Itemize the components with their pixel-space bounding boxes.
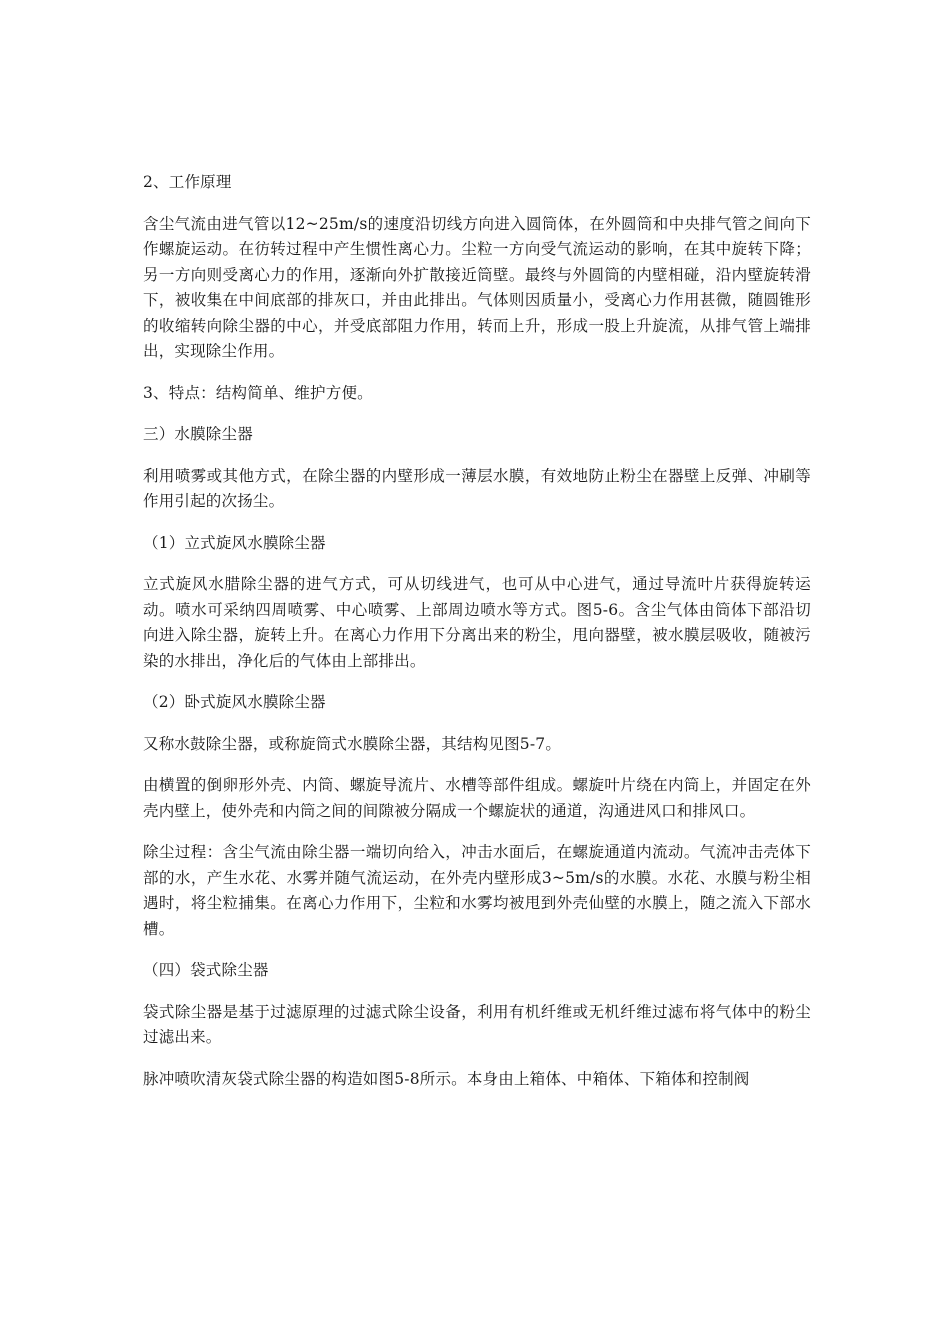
paragraph-water-drum-alias: 又称水鼓除尘器，或称旋筒式水膜除尘器，其结构见图5-7。 xyxy=(143,734,562,753)
heading-vertical-cyclone-water-film: （1）立式旋风水膜除尘器 xyxy=(143,533,326,552)
heading-features: 3、特点：结构简单、维护方便。 xyxy=(143,383,373,402)
heading-bag-filter: （四）袋式除尘器 xyxy=(143,961,269,979)
paragraph-vertical-cyclone: 立式旋风水腊除尘器的进气方式，可从切线进气，也可从中心进气，通过导流叶片获得旋转运动。喷水可采纳四周喷雾、中心喷雾、上部周边喷水等方式。图5-6。含尘气体由筒体下部沿切向进入除尘器，旋转上升。在离心力作用下分离出来的粉尘，甩向器壁，被水膜层吸收，随被污染的水排出，净化后的气体由上部排出。 xyxy=(143,575,811,670)
paragraph-bag-filter-intro: 袋式除尘器是基于过滤原理的过滤式除尘设备，利用有机纤维或无机纤维过滤布将气体中的粉尘过滤出来。 xyxy=(143,1002,811,1046)
paragraph-pulse-jet-bag-filter: 脉冲喷吹清灰袋式除尘器的构造如图5-8所示。本身由上箱体、中箱体、下箱体和控制阀 xyxy=(143,1069,750,1088)
paragraph-horizontal-structure: 由横置的倒卵形外壳、内筒、螺旋导流片、水槽等部件组成。螺旋叶片绕在内筒上，并固定在外壳内壁上，使外壳和内筒之间的间隙被分隔成一个螺旋状的通道，沟通进风口和排风口。 xyxy=(143,776,811,820)
heading-water-film-collector: 三）水膜除尘器 xyxy=(143,425,253,443)
paragraph-water-film-intro: 利用喷雾或其他方式，在除尘器的内壁形成一薄层水膜，有效地防止粉尘在器壁上反弹、冲刷等作用引起的次扬尘。 xyxy=(143,466,811,510)
paragraph-dust-removal-process: 除尘过程：含尘气流由除尘器一端切向给入，冲击水面后，在螺旋通道内流动。气流冲击壳体下部的水，产生水花、水雾并随气流运动，在外壳内壁形成3~5m/s的水膜。水花、水膜与粉尘相遇时，将尘粒捕集。在离心力作用下，尘粒和水雾均被甩到外壳仙壁的水膜上，随之流入下部水槽。 xyxy=(143,843,811,938)
document-body xyxy=(143,170,811,1092)
paragraph-cyclone-principle: 含尘气流由进气管以12~25m/s的速度沿切线方向进入圆筒体，在外圆筒和中央排气管之间向下作螺旋运动。在彷转过程中产生惯性离心力。尘粒一方向受气流运动的影响，在其中旋转下降；另一方向则受离心力的作用，逐渐向外扩散接近筒壁。最终与外圆筒的内壁相碰，沿内壁旋转滑下，被收集在中间底部的排灰口，并由此排出。气体则因质量小，受离心力作用甚微，随圆锥形的收缩转向除尘器的中心，并受底部阻力作用，转而上升，形成一股上升旋流，从排气管上端排出，实现除尘作用。 xyxy=(143,214,811,360)
heading-horizontal-cyclone-water-film: （2）卧式旋风水膜除尘器 xyxy=(143,693,326,711)
heading-working-principle: 2、工作原理 xyxy=(143,173,232,191)
